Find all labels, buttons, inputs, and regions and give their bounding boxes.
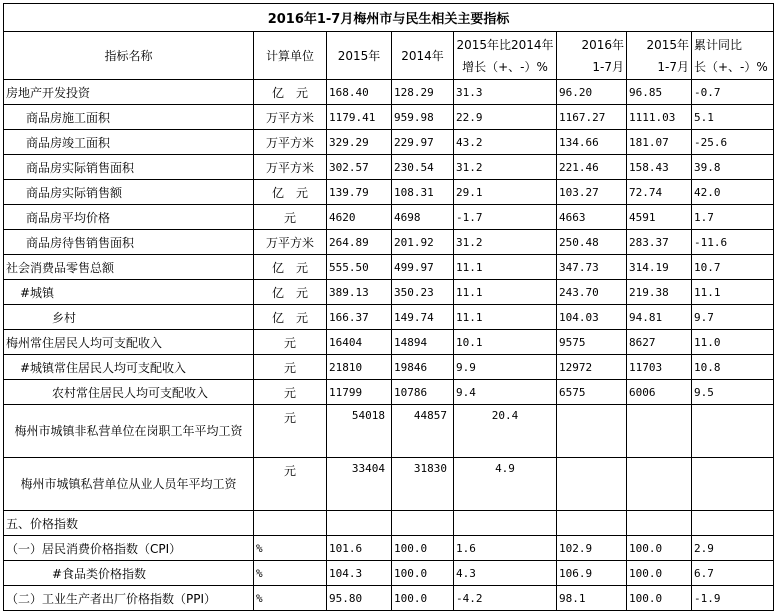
row-2014: 4698 xyxy=(392,205,454,230)
row-growth: 4.9 xyxy=(454,458,557,511)
row-growth: 29.1 xyxy=(454,180,557,205)
row-growth: 22.9 xyxy=(454,105,557,130)
row-cumulative: 2.9 xyxy=(692,536,774,561)
row-growth xyxy=(454,511,557,536)
row-2015: 168.40 xyxy=(327,80,392,105)
table-row xyxy=(4,561,774,586)
row-2016-ytd: 4663 xyxy=(557,205,627,230)
row-2014: 100.0 xyxy=(392,536,454,561)
row-cumulative: -0.7 xyxy=(692,80,774,105)
row-2015-ytd xyxy=(627,511,692,536)
row-2014: 499.97 xyxy=(392,255,454,280)
row-2016-ytd: 12972 xyxy=(557,355,627,380)
table-title: 2016年1-7月梅州市与民生相关主要指标 xyxy=(4,4,774,32)
table-row xyxy=(4,255,774,280)
row-2016-ytd xyxy=(557,405,627,458)
row-2015: 389.13 xyxy=(327,280,392,305)
row-2016-ytd: 243.70 xyxy=(557,280,627,305)
row-growth: 1.6 xyxy=(454,536,557,561)
row-unit: 元 xyxy=(254,355,327,380)
row-2014: 229.97 xyxy=(392,130,454,155)
row-growth: 31.3 xyxy=(454,80,557,105)
table-row xyxy=(4,536,774,561)
row-2016-ytd: 347.73 xyxy=(557,255,627,280)
row-unit: 元 xyxy=(254,380,327,405)
row-2014: 44857 xyxy=(392,405,454,458)
header-growth-line2: 增长（+、-）% xyxy=(462,59,548,74)
row-cumulative: -1.9 xyxy=(692,586,774,611)
header-2014: 2014年 xyxy=(392,32,454,80)
row-2016-ytd: 106.9 xyxy=(557,561,627,586)
table-row xyxy=(4,180,774,205)
row-2014 xyxy=(392,511,454,536)
table-row xyxy=(4,458,774,511)
row-2015-ytd xyxy=(627,458,692,511)
table-row xyxy=(4,355,774,380)
row-2015: 555.50 xyxy=(327,255,392,280)
row-2015: 11799 xyxy=(327,380,392,405)
row-unit: 亿 元 xyxy=(254,280,327,305)
row-name: 商品房平均价格 xyxy=(4,205,254,230)
table-row xyxy=(4,280,774,305)
row-unit: 万平方米 xyxy=(254,230,327,255)
row-2015-ytd: 219.38 xyxy=(627,280,692,305)
row-2014: 14894 xyxy=(392,330,454,355)
row-cumulative: 9.7 xyxy=(692,305,774,330)
row-2015-ytd: 94.81 xyxy=(627,305,692,330)
row-name: #城镇 xyxy=(4,280,254,305)
row-unit: 元 xyxy=(254,330,327,355)
row-growth: 31.2 xyxy=(454,155,557,180)
row-2015: 104.3 xyxy=(327,561,392,586)
row-2016-ytd: 250.48 xyxy=(557,230,627,255)
row-growth: 31.2 xyxy=(454,230,557,255)
row-2014: 201.92 xyxy=(392,230,454,255)
row-unit: 亿 元 xyxy=(254,180,327,205)
row-2016-ytd: 9575 xyxy=(557,330,627,355)
row-name: 梅州市城镇非私营单位在岗职工年平均工资 xyxy=(4,405,254,458)
row-cumulative: 10.7 xyxy=(692,255,774,280)
row-growth: 9.4 xyxy=(454,380,557,405)
row-2015-ytd: 11703 xyxy=(627,355,692,380)
table-row xyxy=(4,105,774,130)
row-growth: 11.1 xyxy=(454,255,557,280)
indicator-table xyxy=(3,3,774,611)
table-row xyxy=(4,155,774,180)
row-unit: % xyxy=(254,586,327,611)
row-2014: 149.74 xyxy=(392,305,454,330)
header-growth-line1: 2015年比2014年 xyxy=(456,37,554,52)
table-row xyxy=(4,405,774,458)
row-2016-ytd: 96.20 xyxy=(557,80,627,105)
row-2014: 959.98 xyxy=(392,105,454,130)
header-2015: 2015年 xyxy=(327,32,392,80)
row-cumulative: -11.6 xyxy=(692,230,774,255)
row-2015: 16404 xyxy=(327,330,392,355)
header-row xyxy=(4,32,774,80)
table-row xyxy=(4,130,774,155)
row-growth: -1.7 xyxy=(454,205,557,230)
row-2016-ytd: 102.9 xyxy=(557,536,627,561)
section-row xyxy=(4,511,774,536)
row-2015-ytd xyxy=(627,405,692,458)
row-2015-ytd: 6006 xyxy=(627,380,692,405)
row-name: 商品房实际销售面积 xyxy=(4,155,254,180)
row-growth: 4.3 xyxy=(454,561,557,586)
row-2014: 128.29 xyxy=(392,80,454,105)
header-growth xyxy=(454,32,557,80)
header-2016-ytd xyxy=(557,32,627,80)
row-2014: 100.0 xyxy=(392,561,454,586)
row-unit: 万平方米 xyxy=(254,105,327,130)
row-2015-ytd: 158.43 xyxy=(627,155,692,180)
header-name: 指标名称 xyxy=(4,32,254,80)
row-name: 梅州常住居民人均可支配收入 xyxy=(4,330,254,355)
row-cumulative: 5.1 xyxy=(692,105,774,130)
row-unit: 亿 元 xyxy=(254,255,327,280)
table-row xyxy=(4,330,774,355)
header-unit: 计算单位 xyxy=(254,32,327,80)
row-2015-ytd: 96.85 xyxy=(627,80,692,105)
row-2014: 230.54 xyxy=(392,155,454,180)
row-2015-ytd: 314.19 xyxy=(627,255,692,280)
row-2016-ytd: 1167.27 xyxy=(557,105,627,130)
row-2015: 4620 xyxy=(327,205,392,230)
row-unit: 元 xyxy=(254,458,327,511)
row-unit: 元 xyxy=(254,205,327,230)
row-2015: 264.89 xyxy=(327,230,392,255)
row-cumulative: 10.8 xyxy=(692,355,774,380)
row-2016-ytd: 221.46 xyxy=(557,155,627,180)
table-row xyxy=(4,380,774,405)
row-cumulative xyxy=(692,405,774,458)
indicator-table-container xyxy=(3,3,768,607)
row-name: 农村常住居民人均可支配收入 xyxy=(4,380,254,405)
row-cumulative: 9.5 xyxy=(692,380,774,405)
row-2015: 21810 xyxy=(327,355,392,380)
row-2014: 350.23 xyxy=(392,280,454,305)
row-name: 商品房施工面积 xyxy=(4,105,254,130)
row-2015: 95.80 xyxy=(327,586,392,611)
row-2015-ytd: 100.0 xyxy=(627,561,692,586)
row-2014: 19846 xyxy=(392,355,454,380)
row-unit: % xyxy=(254,561,327,586)
header-cum-line1: 累计同比 xyxy=(694,37,743,52)
row-2016-ytd: 104.03 xyxy=(557,305,627,330)
row-2015: 166.37 xyxy=(327,305,392,330)
row-2015: 54018 xyxy=(327,405,392,458)
row-unit: 亿 元 xyxy=(254,305,327,330)
table-row xyxy=(4,230,774,255)
row-2015: 302.57 xyxy=(327,155,392,180)
row-2014: 100.0 xyxy=(392,586,454,611)
row-2015-ytd: 8627 xyxy=(627,330,692,355)
row-growth: 20.4 xyxy=(454,405,557,458)
row-2015: 139.79 xyxy=(327,180,392,205)
header-2015-ytd xyxy=(627,32,692,80)
row-2015-ytd: 283.37 xyxy=(627,230,692,255)
header-2015ytd-line2: 1-7月 xyxy=(657,59,689,74)
header-2016-line1: 2016年 xyxy=(581,37,624,52)
row-growth: 11.1 xyxy=(454,280,557,305)
row-name: （二）工业生产者出厂价格指数（PPI） xyxy=(4,586,254,611)
row-growth: 43.2 xyxy=(454,130,557,155)
row-name: 商品房实际销售额 xyxy=(4,180,254,205)
row-cumulative: 11.1 xyxy=(692,280,774,305)
row-2015 xyxy=(327,511,392,536)
row-unit: 万平方米 xyxy=(254,130,327,155)
row-growth: 9.9 xyxy=(454,355,557,380)
table-row xyxy=(4,586,774,611)
row-name: 乡村 xyxy=(4,305,254,330)
row-2015-ytd: 1111.03 xyxy=(627,105,692,130)
row-cumulative: 11.0 xyxy=(692,330,774,355)
section-title: 五、价格指数 xyxy=(4,511,254,536)
row-cumulative xyxy=(692,458,774,511)
row-2015-ytd: 4591 xyxy=(627,205,692,230)
row-2015: 1179.41 xyxy=(327,105,392,130)
row-name: #城镇常住居民人均可支配收入 xyxy=(4,355,254,380)
row-cumulative: 6.7 xyxy=(692,561,774,586)
header-2016-line2: 1-7月 xyxy=(592,59,624,74)
table-row xyxy=(4,305,774,330)
row-2015-ytd: 181.07 xyxy=(627,130,692,155)
row-2015: 329.29 xyxy=(327,130,392,155)
row-cumulative: 1.7 xyxy=(692,205,774,230)
row-name: 房地产开发投资 xyxy=(4,80,254,105)
row-2014: 108.31 xyxy=(392,180,454,205)
row-growth: 10.1 xyxy=(454,330,557,355)
row-unit: 亿 元 xyxy=(254,80,327,105)
row-cumulative: 39.8 xyxy=(692,155,774,180)
row-cumulative xyxy=(692,511,774,536)
header-cumulative xyxy=(692,32,774,80)
header-cum-line2: 长（+、-）% xyxy=(694,59,768,74)
row-unit: 元 xyxy=(254,405,327,458)
row-2014: 31830 xyxy=(392,458,454,511)
row-growth: 11.1 xyxy=(454,305,557,330)
row-2015-ytd: 100.0 xyxy=(627,586,692,611)
header-2015ytd-line1: 2015年 xyxy=(646,37,689,52)
row-name: #食品类价格指数 xyxy=(4,561,254,586)
row-cumulative: 42.0 xyxy=(692,180,774,205)
row-name: 商品房待售销售面积 xyxy=(4,230,254,255)
row-2015: 101.6 xyxy=(327,536,392,561)
title-row xyxy=(4,4,774,32)
row-2015-ytd: 100.0 xyxy=(627,536,692,561)
row-2016-ytd: 103.27 xyxy=(557,180,627,205)
row-cumulative: -25.6 xyxy=(692,130,774,155)
row-2015: 33404 xyxy=(327,458,392,511)
row-unit xyxy=(254,511,327,536)
row-unit: 万平方米 xyxy=(254,155,327,180)
row-growth: -4.2 xyxy=(454,586,557,611)
row-2016-ytd xyxy=(557,511,627,536)
table-row xyxy=(4,205,774,230)
table-row xyxy=(4,80,774,105)
row-2016-ytd xyxy=(557,458,627,511)
row-name: 商品房竣工面积 xyxy=(4,130,254,155)
row-name: 社会消费品零售总额 xyxy=(4,255,254,280)
row-2016-ytd: 98.1 xyxy=(557,586,627,611)
row-2016-ytd: 6575 xyxy=(557,380,627,405)
row-name: （一）居民消费价格指数（CPI） xyxy=(4,536,254,561)
row-2016-ytd: 134.66 xyxy=(557,130,627,155)
row-unit: % xyxy=(254,536,327,561)
row-name: 梅州市城镇私营单位从业人员年平均工资 xyxy=(4,458,254,511)
row-2015-ytd: 72.74 xyxy=(627,180,692,205)
row-2014: 10786 xyxy=(392,380,454,405)
